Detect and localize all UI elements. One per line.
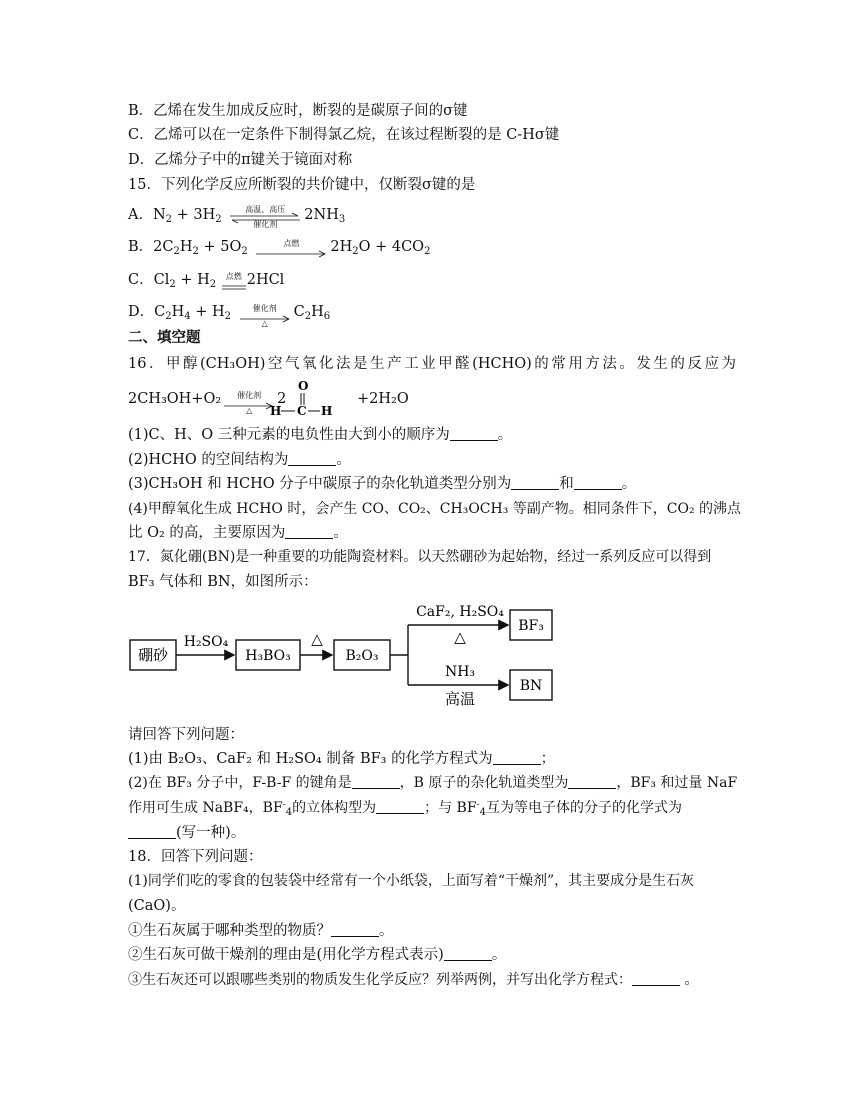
condition-top: 催化剂	[237, 391, 262, 400]
q18-part1-line1: (1)同学们吃的零食的包装袋中经常有一个小纸袋，上面写着“干燥剂”，其主要成分是生石灰	[128, 873, 695, 889]
answer-blank[interactable]	[450, 425, 498, 441]
punctuation: 。	[379, 923, 394, 939]
condition-top: 催化剂	[252, 304, 277, 313]
question-text: ②生石灰可做干燥剂的理由是(用化学方程式表示)	[128, 947, 444, 963]
q17-ask: 请回答下列问题：	[128, 727, 244, 743]
punctuation: 。	[333, 525, 348, 541]
formaldehyde-structure	[268, 378, 338, 422]
question-text: (1)由 B₂O₃、CaF₂ 和 H₂SO₄ 制备 BF₃ 的化学方程式为	[128, 751, 493, 767]
struct-hydrogen-right: H	[321, 404, 333, 418]
q16-part4-line2	[128, 522, 348, 544]
condition-top: 点燃	[225, 272, 242, 281]
q18-sub1	[128, 920, 394, 942]
q14-option-d: D．乙烯分子中的π键关于镜面对称	[128, 152, 353, 168]
equation-left: 2CH₃OH+O₂	[128, 391, 222, 407]
q14-option-c: C．乙烯可以在一定条件下制得氯乙烷，在该过程断裂的是 C-Hσ键	[128, 127, 560, 143]
condition-top: 点燃	[283, 239, 300, 248]
q16-part2	[128, 449, 351, 471]
section-heading: 二、填空题	[128, 329, 201, 346]
q15-option-c: C．$Cl_2 + H_2$ 点燃 2HCl	[128, 269, 284, 291]
punctuation: 。	[621, 476, 637, 492]
box-boron-oxide-label: B₂O₃	[345, 648, 379, 664]
question-text: ；与 BF	[424, 800, 477, 816]
q17-part1	[128, 748, 555, 770]
arrow-lower-label-bottom: 高温	[444, 690, 476, 708]
question-text: ，BF₃ 和过量 NaF	[616, 775, 738, 791]
q15-option-a: A．$N_2 + 3H_2$ 高温、高压 催化剂 $2NH_3$	[128, 204, 345, 226]
option-label: C．	[128, 272, 154, 288]
arrow-lower-label-top: NH₃	[444, 664, 476, 680]
question-text: (1)C、H、O 三种元素的电负性由大到小的顺序为	[128, 427, 450, 443]
q18-sub2	[128, 944, 506, 966]
answer-blank[interactable]	[493, 749, 541, 765]
q18-part1-line2: (CaO)。	[128, 898, 186, 914]
question-text: 作用可生成 NaBF₄，BF	[128, 800, 283, 816]
q17-part2-line3	[128, 822, 245, 844]
answer-blank[interactable]	[352, 773, 400, 789]
bn-flow-diagram	[128, 596, 568, 714]
q15-option-b: B．$2C_2H_2 + 5O_2$ 点燃 $2H_2O + 4CO_2$	[128, 236, 430, 258]
q15-option-d: D．$C_2H_4 + H_2$ 催化剂 △ $C_2H_6$	[128, 301, 330, 323]
punctuation: 。	[336, 452, 351, 468]
option-label: D．	[128, 304, 155, 320]
reversible-arrow	[228, 205, 302, 229]
answer-blank[interactable]	[511, 474, 559, 490]
q17-part2-line1	[128, 772, 737, 794]
reaction-arrow	[254, 239, 328, 251]
question-text: 的立体构型为	[292, 800, 377, 816]
condition-top: 高温、高压	[245, 205, 286, 214]
q18-sub3	[128, 969, 698, 991]
reaction-arrow	[238, 304, 292, 328]
answer-blank[interactable]	[331, 921, 379, 937]
question-text: (3)CH₃OH 和 HCHO 分子中碳原子的杂化轨道类型分别为	[128, 476, 512, 492]
q14-option-b: B．乙烯在发生加成反应时，断裂的是碳原子间的σ键	[128, 103, 468, 119]
punctuation: 。	[497, 427, 513, 443]
box-borax-label: 硼砂	[137, 646, 169, 664]
arrow-upper-label-top: CaF₂, H₂SO₄	[416, 604, 504, 620]
question-text: ，B 原子的杂化轨道类型为	[399, 775, 569, 791]
arrow-2-label: △	[311, 630, 323, 648]
question-text: ①生石灰属于哪种类型的物质？	[128, 923, 331, 939]
answer-blank[interactable]	[574, 474, 622, 490]
q16-part3	[128, 473, 636, 495]
question-text: 互为等电子体的分子的化学式为	[485, 800, 682, 816]
punctuation: 。	[684, 972, 699, 988]
condition-bottom: 催化剂	[253, 220, 278, 229]
q16-stem: 16．甲醇(CH₃OH)空气氧化法是生产工业甲醛(HCHO)的常用方法。发生的反应为	[128, 356, 736, 372]
box-boric-acid-label: H₃BO₃	[245, 648, 291, 664]
answer-blank[interactable]	[568, 773, 616, 789]
q16-part4-line1: (4)甲醇氧化生成 HCHO 时，会产生 CO、CO₂、CH₃OCH₃ 等副产物。相同条件下，CO₂ 的沸点	[128, 501, 742, 517]
question-text: (写一种)。	[176, 825, 246, 841]
q17-stem-line2: BF₃ 气体和 BN，如图所示：	[128, 574, 318, 590]
answer-blank[interactable]	[288, 450, 336, 466]
answer-blank[interactable]	[444, 945, 492, 961]
q17-stem-line1: 17．氮化硼(BN)是一种重要的功能陶瓷材料。以天然硼砂为起始物，经过一系列反应可以得到	[128, 549, 712, 565]
arrow-1-label: H₂SO₄	[183, 634, 229, 650]
equation-coefficient: 2	[277, 391, 287, 407]
equation-right: +2H₂O	[357, 391, 409, 407]
struct-hydrogen-left: H	[270, 404, 282, 418]
question-text: 比 O₂ 的高，主要原因为	[128, 525, 286, 541]
q18-stem: 18．回答下列问题：	[128, 849, 263, 865]
answer-blank[interactable]	[632, 970, 680, 986]
q17-part2-line2: 作用可生成 NaBF₄，$BF^-_4$的立体构型为 ；与 $BF^-_4$互为等电子体的分子的化学式为	[128, 800, 682, 818]
condition-bottom: △	[246, 406, 253, 415]
q15-stem: 15．下列化学反应所断裂的共价键中，仅断裂σ键的是	[128, 177, 476, 193]
question-text: (2)在 BF₃ 分子中，F-B-F 的键角是	[128, 775, 352, 791]
question-text: ③生石灰还可以跟哪些类别的物质发生化学反应？列举两例，并写出化学方程式：	[128, 972, 632, 988]
struct-carbon: C	[297, 404, 307, 418]
reaction-equals	[221, 272, 247, 284]
question-text: (2)HCHO 的空间结构为	[128, 452, 289, 468]
box-bn-label: BN	[519, 678, 543, 694]
q16-part1	[128, 424, 512, 446]
box-bf3-label: BF₃	[518, 618, 544, 634]
answer-blank[interactable]	[128, 823, 176, 839]
arrow-upper-label-bottom: △	[454, 628, 466, 646]
punctuation: 。	[491, 947, 507, 963]
condition-bottom: △	[261, 319, 268, 328]
answer-blank[interactable]	[285, 523, 333, 539]
struct-oxygen: O	[298, 379, 309, 393]
question-text: 和	[559, 476, 574, 492]
punctuation: ；	[540, 751, 556, 767]
option-label: A．	[128, 207, 153, 223]
answer-blank[interactable]	[376, 798, 424, 814]
option-label: B．	[128, 239, 154, 255]
